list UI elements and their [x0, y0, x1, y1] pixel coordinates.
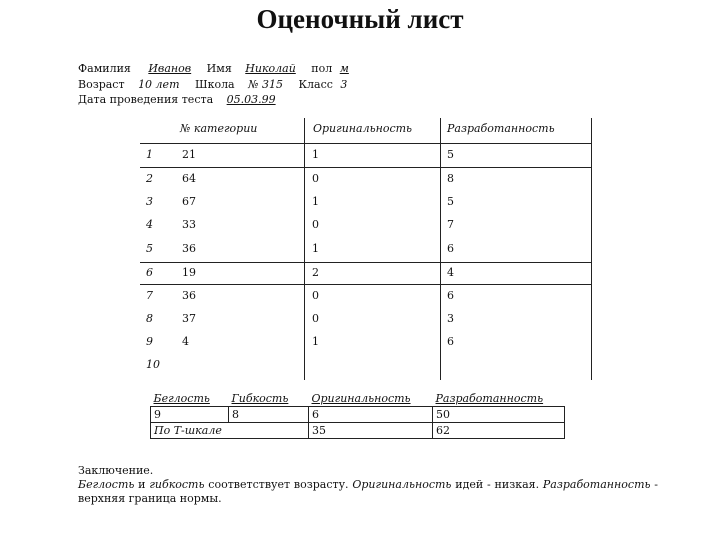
- row-number: 1: [146, 148, 153, 161]
- row-number: 6: [146, 266, 153, 279]
- originality-value: 6: [309, 407, 433, 423]
- development-value: 50: [433, 407, 565, 423]
- info-line-3: [78, 93, 280, 106]
- header-development: Разработанность: [433, 391, 565, 407]
- row-number: 7: [146, 289, 153, 302]
- header-category: № категории: [180, 122, 258, 135]
- conclusion-label: Заключение.: [78, 464, 154, 477]
- header-development: Разработанность: [447, 122, 555, 135]
- category-value: 36: [182, 289, 196, 302]
- originality-value: 1: [312, 335, 319, 348]
- row-number: 4: [146, 218, 153, 231]
- header-flexibility: Гибкость: [229, 391, 309, 407]
- originality-value: 1: [312, 148, 319, 161]
- category-value: 36: [182, 242, 196, 255]
- originality-value: 0: [312, 172, 319, 185]
- flexibility-value: 8: [229, 407, 309, 423]
- development-value: 7: [447, 218, 454, 231]
- age-value: 10 лет: [138, 78, 180, 91]
- date-label: Дата проведения теста: [78, 93, 214, 106]
- header-fluency: Беглость: [151, 391, 229, 407]
- development-value: 6: [447, 335, 454, 348]
- class-label: Класс: [298, 78, 333, 91]
- table-rule: [140, 262, 592, 263]
- sex-value: м: [339, 62, 349, 75]
- development-value: 6: [447, 289, 454, 302]
- originality-value: 0: [312, 312, 319, 325]
- school-label: Школа: [195, 78, 235, 91]
- row-number: 9: [146, 335, 153, 348]
- development-value: 4: [447, 266, 454, 279]
- header-originality: Оригинальность: [313, 122, 413, 135]
- conclusion-development: Разработанность: [542, 478, 651, 491]
- surname-label: Фамилия: [78, 62, 131, 75]
- row-number: 2: [146, 172, 153, 185]
- surname-value: Иванов: [148, 62, 192, 75]
- conclusion-fluency: Беглость: [78, 478, 135, 491]
- date-value: 05.03.99: [226, 93, 276, 106]
- conclusion-text-part: идей - низкая.: [451, 478, 543, 491]
- table-rule: [140, 167, 592, 168]
- conclusion-text: [78, 478, 658, 506]
- conclusion-text-part: и: [134, 478, 150, 491]
- development-value: 6: [447, 242, 454, 255]
- category-value: 33: [182, 218, 196, 231]
- category-value: 19: [182, 266, 196, 279]
- category-value: 4: [182, 335, 189, 348]
- table-divider: [591, 118, 592, 380]
- originality-value: 0: [312, 289, 319, 302]
- table-divider: [304, 118, 305, 380]
- conclusion-originality: Оригинальность: [352, 478, 452, 491]
- class-value: 3: [340, 78, 348, 91]
- originality-value: 0: [312, 218, 319, 231]
- row-number: 3: [146, 195, 153, 208]
- table-row: [151, 423, 565, 439]
- originality-value: 1: [312, 195, 319, 208]
- conclusion-flexibility: гибкость: [149, 478, 205, 491]
- originality-value: 1: [312, 242, 319, 255]
- school-value: № 315: [248, 78, 284, 91]
- table-divider: [440, 118, 441, 380]
- name-label: Имя: [206, 62, 232, 75]
- row-number: 10: [146, 358, 160, 371]
- table-row: [151, 407, 565, 423]
- category-value: 67: [182, 195, 196, 208]
- page-title: Оценочный лист: [256, 4, 464, 34]
- development-value: 5: [447, 148, 454, 161]
- development-value: 3: [447, 312, 454, 325]
- originality-value: 2: [312, 266, 319, 279]
- development-value: 8: [447, 172, 454, 185]
- category-value: 64: [182, 172, 196, 185]
- fluency-value: 9: [151, 407, 229, 423]
- table-rule: [140, 284, 592, 285]
- sex-label: пол: [311, 62, 333, 75]
- age-label: Возраст: [78, 78, 125, 91]
- summary-table: [150, 391, 565, 439]
- header-originality: Оригинальность: [309, 391, 433, 407]
- info-line-2: [78, 78, 351, 91]
- development-value: 5: [447, 195, 454, 208]
- t-originality-value: 35: [309, 423, 433, 439]
- conclusion-text-part: соответствует возрасту.: [204, 478, 353, 491]
- t-development-value: 62: [433, 423, 565, 439]
- category-value: 21: [182, 148, 196, 161]
- t-scale-label: По Т-шкале: [151, 423, 309, 439]
- conclusion-text-part: - верхняя граница нормы.: [78, 478, 659, 505]
- row-number: 8: [146, 312, 153, 325]
- table-rule: [140, 143, 592, 144]
- info-line-1: [78, 62, 353, 75]
- conclusion: [78, 464, 658, 506]
- row-number: 5: [146, 242, 153, 255]
- category-value: 37: [182, 312, 196, 325]
- name-value: Николай: [245, 62, 296, 75]
